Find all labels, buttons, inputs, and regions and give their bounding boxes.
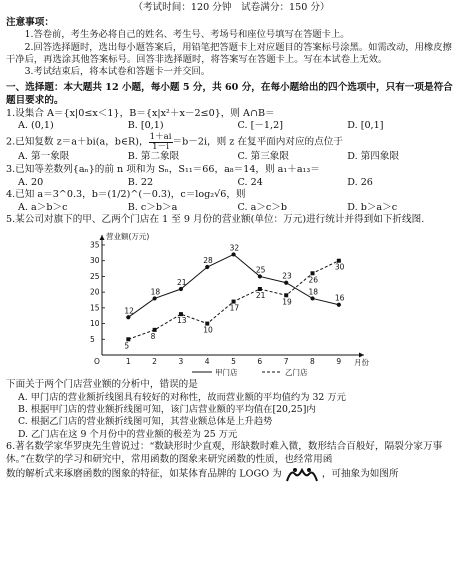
data-label: 26 [308, 275, 319, 285]
data-label: 17 [229, 303, 240, 313]
q1-option-b: B. [0,1) [127, 120, 164, 132]
q5-stem: 5.某公司对旗下的甲、乙两个门店在 1 至 9 月份的营业额(单位：万元)进行统计并得到如下折线图. [6, 214, 425, 226]
q5-option-c: C. 根据乙门店的营业额折线图可知，其营业额总体是上升趋势 [18, 416, 273, 428]
x-tick-label: 2 [152, 357, 157, 367]
data-point [284, 281, 288, 285]
q4-option-b: B. c＞b＞a [127, 201, 178, 213]
data-point [126, 315, 130, 319]
line-chart [6, 227, 457, 379]
q6-line-2a: 数的解析式来琢磨函数的图象的特征，如某体育品牌的 LOGO 为 [6, 468, 282, 480]
q3-option-d: D. 26 [347, 176, 373, 188]
x-axis-arrow-icon [359, 353, 364, 358]
q1-options [18, 120, 457, 133]
q1-stem: 1.设集合 A＝{x|0≤x＜1}，B＝{x|x²＋x－2≤0}，则 A∩B＝ [6, 107, 275, 119]
x-tick-label: 5 [231, 357, 236, 367]
data-point [231, 252, 235, 256]
data-label: 13 [176, 316, 187, 326]
data-point [258, 274, 262, 278]
x-tick-label: 9 [336, 357, 342, 367]
x-tick-label: 8 [310, 357, 315, 367]
notice-title: 注意事项： [6, 16, 54, 28]
exam-info: （考试时间：120 分钟 试卷满分：150 分） [133, 2, 330, 13]
data-label: 30 [334, 262, 345, 272]
x-tick-label: 3 [178, 357, 184, 367]
q5-option-a: A. 甲门店的营业额折线图具有较好的对称性，故而营业额的平均值约为 32 万元 [18, 391, 346, 403]
q2-frac-den: 1－i [152, 141, 169, 152]
x-tick-label: 6 [257, 357, 263, 367]
data-label: 16 [334, 293, 345, 303]
section-1-title: 一、选择题：本大题共 12 小题，每小题 5 分，共 60 分，在每小题给出的四个选项中，只有一项是符合题目要求的。 [6, 82, 453, 107]
y-tick-label: 20 [90, 287, 100, 297]
q1-option-a: A. (0,1) [18, 120, 54, 132]
y-tick-label: 35 [90, 240, 100, 250]
notice-block [6, 17, 457, 79]
data-label: 28 [203, 256, 213, 266]
x-tick-label: 4 [204, 357, 210, 367]
q2-option-c: C. 第三象限 [237, 151, 289, 163]
q2-fraction [149, 133, 173, 151]
data-label: 10 [203, 325, 213, 335]
data-label: 21 [176, 278, 187, 288]
q2-stem [6, 133, 457, 151]
y-tick-label: 15 [90, 303, 100, 313]
q5-option-d: D. 乙门店在这 9 个月份中的营业额的极差为 25 万元 [18, 428, 238, 440]
q1-option-d: D. [0,1] [347, 120, 384, 132]
q1-option-c: C. [－1,2] [237, 120, 283, 132]
notice-item-2: 2.回答选择题时，选出每小题答案后，用铅笔把答题卡上对应题目的答案标号涂黑。如需改动，用橡皮擦干净后，再选涂其他答案标号。回答非选择题时，将答案写在答题卡上。写在本试卷上无效。 [6, 41, 452, 65]
data-label: 23 [282, 271, 292, 281]
y-tick-label: 25 [90, 272, 100, 282]
y-tick-label: 10 [90, 319, 100, 329]
q4-option-c: C. a＞c＞b [237, 201, 288, 213]
q2-stem-a: 2.已知复数 z＝a＋bi(a，b∈R)， [6, 136, 149, 148]
q2-stem-b: ＝b－2i，则 z 在复平面内对应的点位于 [172, 136, 343, 148]
x-tick-label: 1 [125, 357, 131, 367]
q3-stem: 3.已知等差数列{aₙ}的前 n 项和为 Sₙ，S₁₁＝66，a₈＝14，则 a₁＋a₁₃＝ [6, 163, 320, 175]
q5-option-b: B. 根据甲门店的营业额折线图可知，该门店营业额的平均值在[20,25]内 [18, 404, 316, 416]
data-point [153, 296, 157, 300]
data-point [337, 303, 341, 307]
q2-option-b: B. 第二象限 [127, 151, 180, 163]
y-tick-label: 5 [90, 334, 95, 344]
q4-option-a: A. a＞b＞c [18, 201, 68, 213]
data-label: 8 [150, 331, 156, 341]
q6-line-2 [6, 466, 457, 482]
q3-option-b: B. 22 [127, 176, 154, 188]
x-tick-label: 7 [283, 357, 289, 367]
notice-item-1: 1.答卷前，考生务必将自己的姓名、考生号、考场号和座位号填写在答题卡上。 [24, 29, 350, 41]
data-label: 21 [255, 291, 266, 301]
q6-line-2b: ，可抽象为如图所 [321, 468, 399, 480]
data-point [179, 287, 183, 291]
q3-option-a: A. 20 [18, 176, 44, 188]
q2-option-a: A. 第一象限 [18, 151, 70, 163]
y-axis-arrow-icon [100, 235, 105, 240]
notice-item-3: 3.考试结束后，将本试卷和答题卡一并交回。 [24, 66, 211, 78]
q2-options [18, 151, 457, 164]
legend-label: 甲门店 [215, 368, 238, 378]
data-label: 5 [124, 341, 130, 351]
y-axis-label: 营业额(万元) [106, 232, 150, 242]
q2-option-d: D. 第四象限 [347, 151, 400, 163]
line-chart-svg [6, 227, 457, 379]
data-label: 18 [308, 287, 319, 297]
data-label: 25 [255, 265, 266, 275]
q4-stem: 4.已知 a＝3^0.3，b＝(1/2)^(－0.3)，c＝log₂√6，则 [6, 189, 246, 201]
kappa-logo-icon [285, 466, 319, 482]
data-label: 19 [282, 297, 292, 307]
q5-after-chart: 下面关于两个门店营业额的分析中，错误的是 [6, 379, 198, 391]
q3-options [18, 177, 457, 190]
legend-label: 乙门店 [285, 368, 308, 378]
data-label: 32 [229, 243, 240, 253]
q6-line-1: 6.著名数学家华罗庚先生曾说过：“数缺形时少直观，形缺数时难入微，数形结合百般好，隔裂分家万事休。”在数学的学习和研究中，常用函数的图象来研究函数的性质，也经常用函 [6, 440, 443, 465]
data-label: 12 [124, 306, 134, 316]
data-point [205, 265, 209, 269]
q4-options [18, 202, 457, 215]
q4-option-d: D. b＞a＞c [347, 201, 398, 213]
origin-label: O [94, 357, 100, 367]
q2-frac-num: 1＋ai [149, 132, 172, 142]
y-tick-label: 30 [90, 256, 100, 266]
data-point [310, 296, 314, 300]
q3-option-c: C. 24 [237, 176, 263, 188]
x-axis-label: 月份 [354, 358, 369, 368]
data-label: 18 [150, 287, 161, 297]
